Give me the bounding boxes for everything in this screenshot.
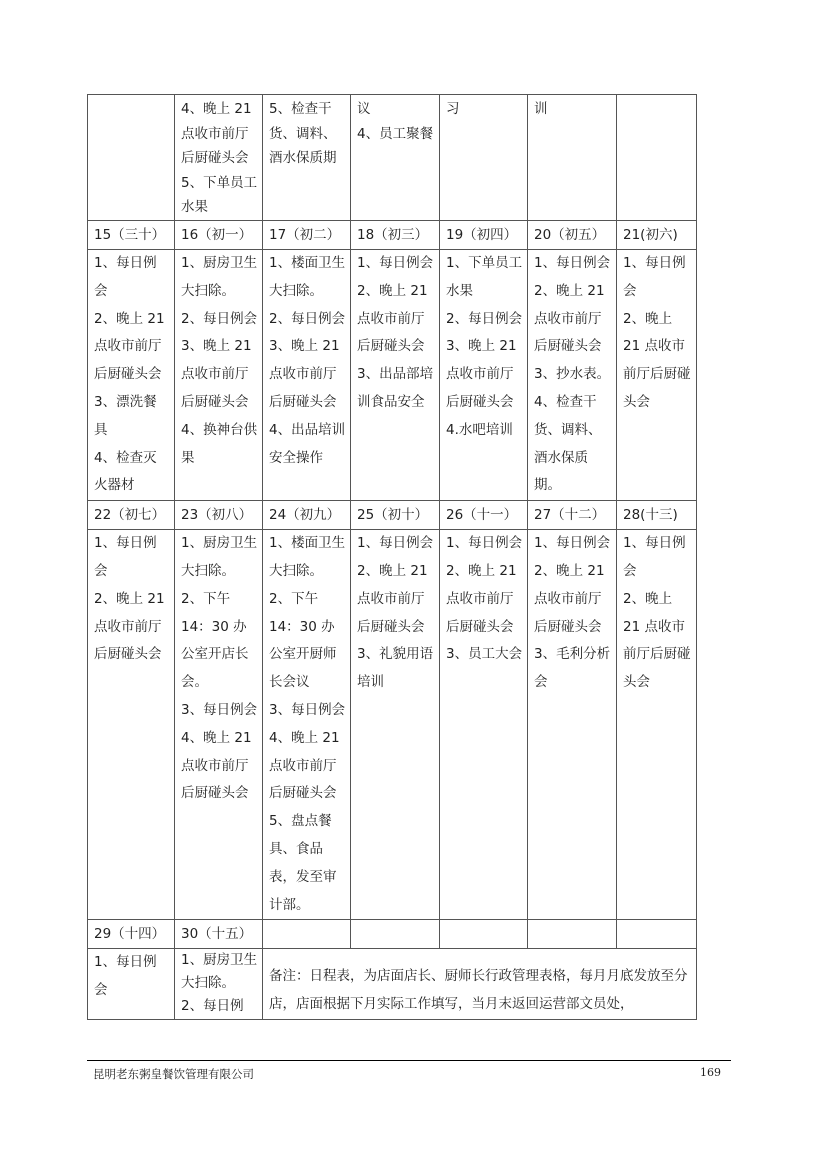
footer-company: 昆明老东粥皇餐饮管理有限公司 xyxy=(93,1067,254,1081)
date-cell: 20（初五） xyxy=(528,221,617,250)
date-cell: 22（初七） xyxy=(88,501,175,530)
task-cell: 1、每日例会 2、晚上 21 点收市前厅后厨碰头会 3、出品部培训食品安全 xyxy=(351,250,440,501)
task-cell: 1、厨房卫生大扫除。 2、每日例会 3、晚上 21 点收市前厅后厨碰头会 4、换神台供果 xyxy=(175,250,263,501)
date-cell: 26（十一） xyxy=(440,501,528,530)
date-row xyxy=(88,920,697,949)
table-row xyxy=(88,95,697,221)
page-number: 169 xyxy=(700,1066,721,1079)
task-cell: 1、楼面卫生大扫除。 2、下午 14：30 办公室开厨师长会议 3、每日例会 4、晚上 21 点收市前厅后厨碰头会 5、盘点餐具、食品表，发至审计部。 xyxy=(263,530,351,920)
task-cell: 1、每日例会 2、晚上 21 点收市前厅后厨碰头会 xyxy=(88,530,175,920)
date-cell: 27（十二） xyxy=(528,501,617,530)
date-row xyxy=(88,501,697,530)
task-cell: 1、楼面卫生大扫除。 2、每日例会 3、晚上 21 点收市前厅后厨碰头会 4、出品培训安全操作 xyxy=(263,250,351,501)
task-cell: 1、每日例会 2、晚上 21 点收市前厅后厨碰头会 xyxy=(617,530,697,920)
date-cell: 15（三十） xyxy=(88,221,175,250)
table-cell xyxy=(617,95,697,221)
date-cell: 23（初八） xyxy=(175,501,263,530)
task-cell: 1、每日例会 2、晚上 21 点收市前厅后厨碰头会 3、漂洗餐具 4、检查灭火器材 xyxy=(88,250,175,501)
date-cell xyxy=(617,920,697,949)
date-cell xyxy=(528,920,617,949)
date-cell xyxy=(263,920,351,949)
task-cell: 1、每日例会 2、晚上 21 点收市前厅后厨碰头会 3、抄水表。 4、检查干货、调料、酒水保质期。 xyxy=(528,250,617,501)
table-row xyxy=(88,530,697,920)
table-cell xyxy=(88,95,175,221)
date-cell xyxy=(440,920,528,949)
table-cell: 5、检查干货、调料、酒水保质期 xyxy=(263,95,351,221)
date-row xyxy=(88,221,697,250)
date-cell xyxy=(351,920,440,949)
date-cell: 30（十五） xyxy=(175,920,263,949)
date-cell: 18（初三） xyxy=(351,221,440,250)
date-cell: 17（初二） xyxy=(263,221,351,250)
date-cell: 24（初九） xyxy=(263,501,351,530)
date-cell: 28(十三) xyxy=(617,501,697,530)
table-cell: 训 xyxy=(528,95,617,221)
table-cell: 4、晚上 21 点收市前厅后厨碰头会 5、下单员工水果 xyxy=(175,95,263,221)
schedule-note: 备注：日程表，为店面店长、厨师长行政管理表格，每月月底发放至分店，店面根据下月实际工作填写，当月末返回运营部文员处， xyxy=(269,967,688,1012)
schedule-table xyxy=(87,94,697,1020)
task-cell: 1、每日例会 2、晚上 21 点收市前厅后厨碰头会 3、礼貌用语培训 xyxy=(351,530,440,920)
task-cell: 1、厨房卫生大扫除。 2、每日例 xyxy=(175,949,263,1020)
date-cell: 19（初四） xyxy=(440,221,528,250)
footer-divider xyxy=(87,1060,731,1061)
task-cell: 1、下单员工水果 2、每日例会 3、晚上 21 点收市前厅后厨碰头会 4.水吧培训 xyxy=(440,250,528,501)
date-cell: 16（初一） xyxy=(175,221,263,250)
date-cell: 25（初十） xyxy=(351,501,440,530)
task-cell: 1、每日例会 2、晚上 21 点收市前厅后厨碰头会 3、员工大会 xyxy=(440,530,528,920)
table-row xyxy=(88,949,697,1020)
task-cell: 1、每日例会 2、晚上 21 点收市前厅后厨碰头会 xyxy=(617,250,697,501)
date-cell: 21(初六) xyxy=(617,221,697,250)
task-cell: 1、每日例会 xyxy=(88,949,175,1020)
task-cell: 1、厨房卫生大扫除。 2、下午 14：30 办公室开店长会。 3、每日例会 4、晚上 21 点收市前厅后厨碰头会 xyxy=(175,530,263,920)
task-cell: 1、每日例会 2、晚上 21 点收市前厅后厨碰头会 3、毛利分析会 xyxy=(528,530,617,920)
table-cell: 议 4、员工聚餐 xyxy=(351,95,440,221)
table-cell: 习 xyxy=(440,95,528,221)
date-cell: 29（十四） xyxy=(88,920,175,949)
table-row xyxy=(88,250,697,501)
note-cell xyxy=(263,949,697,1020)
